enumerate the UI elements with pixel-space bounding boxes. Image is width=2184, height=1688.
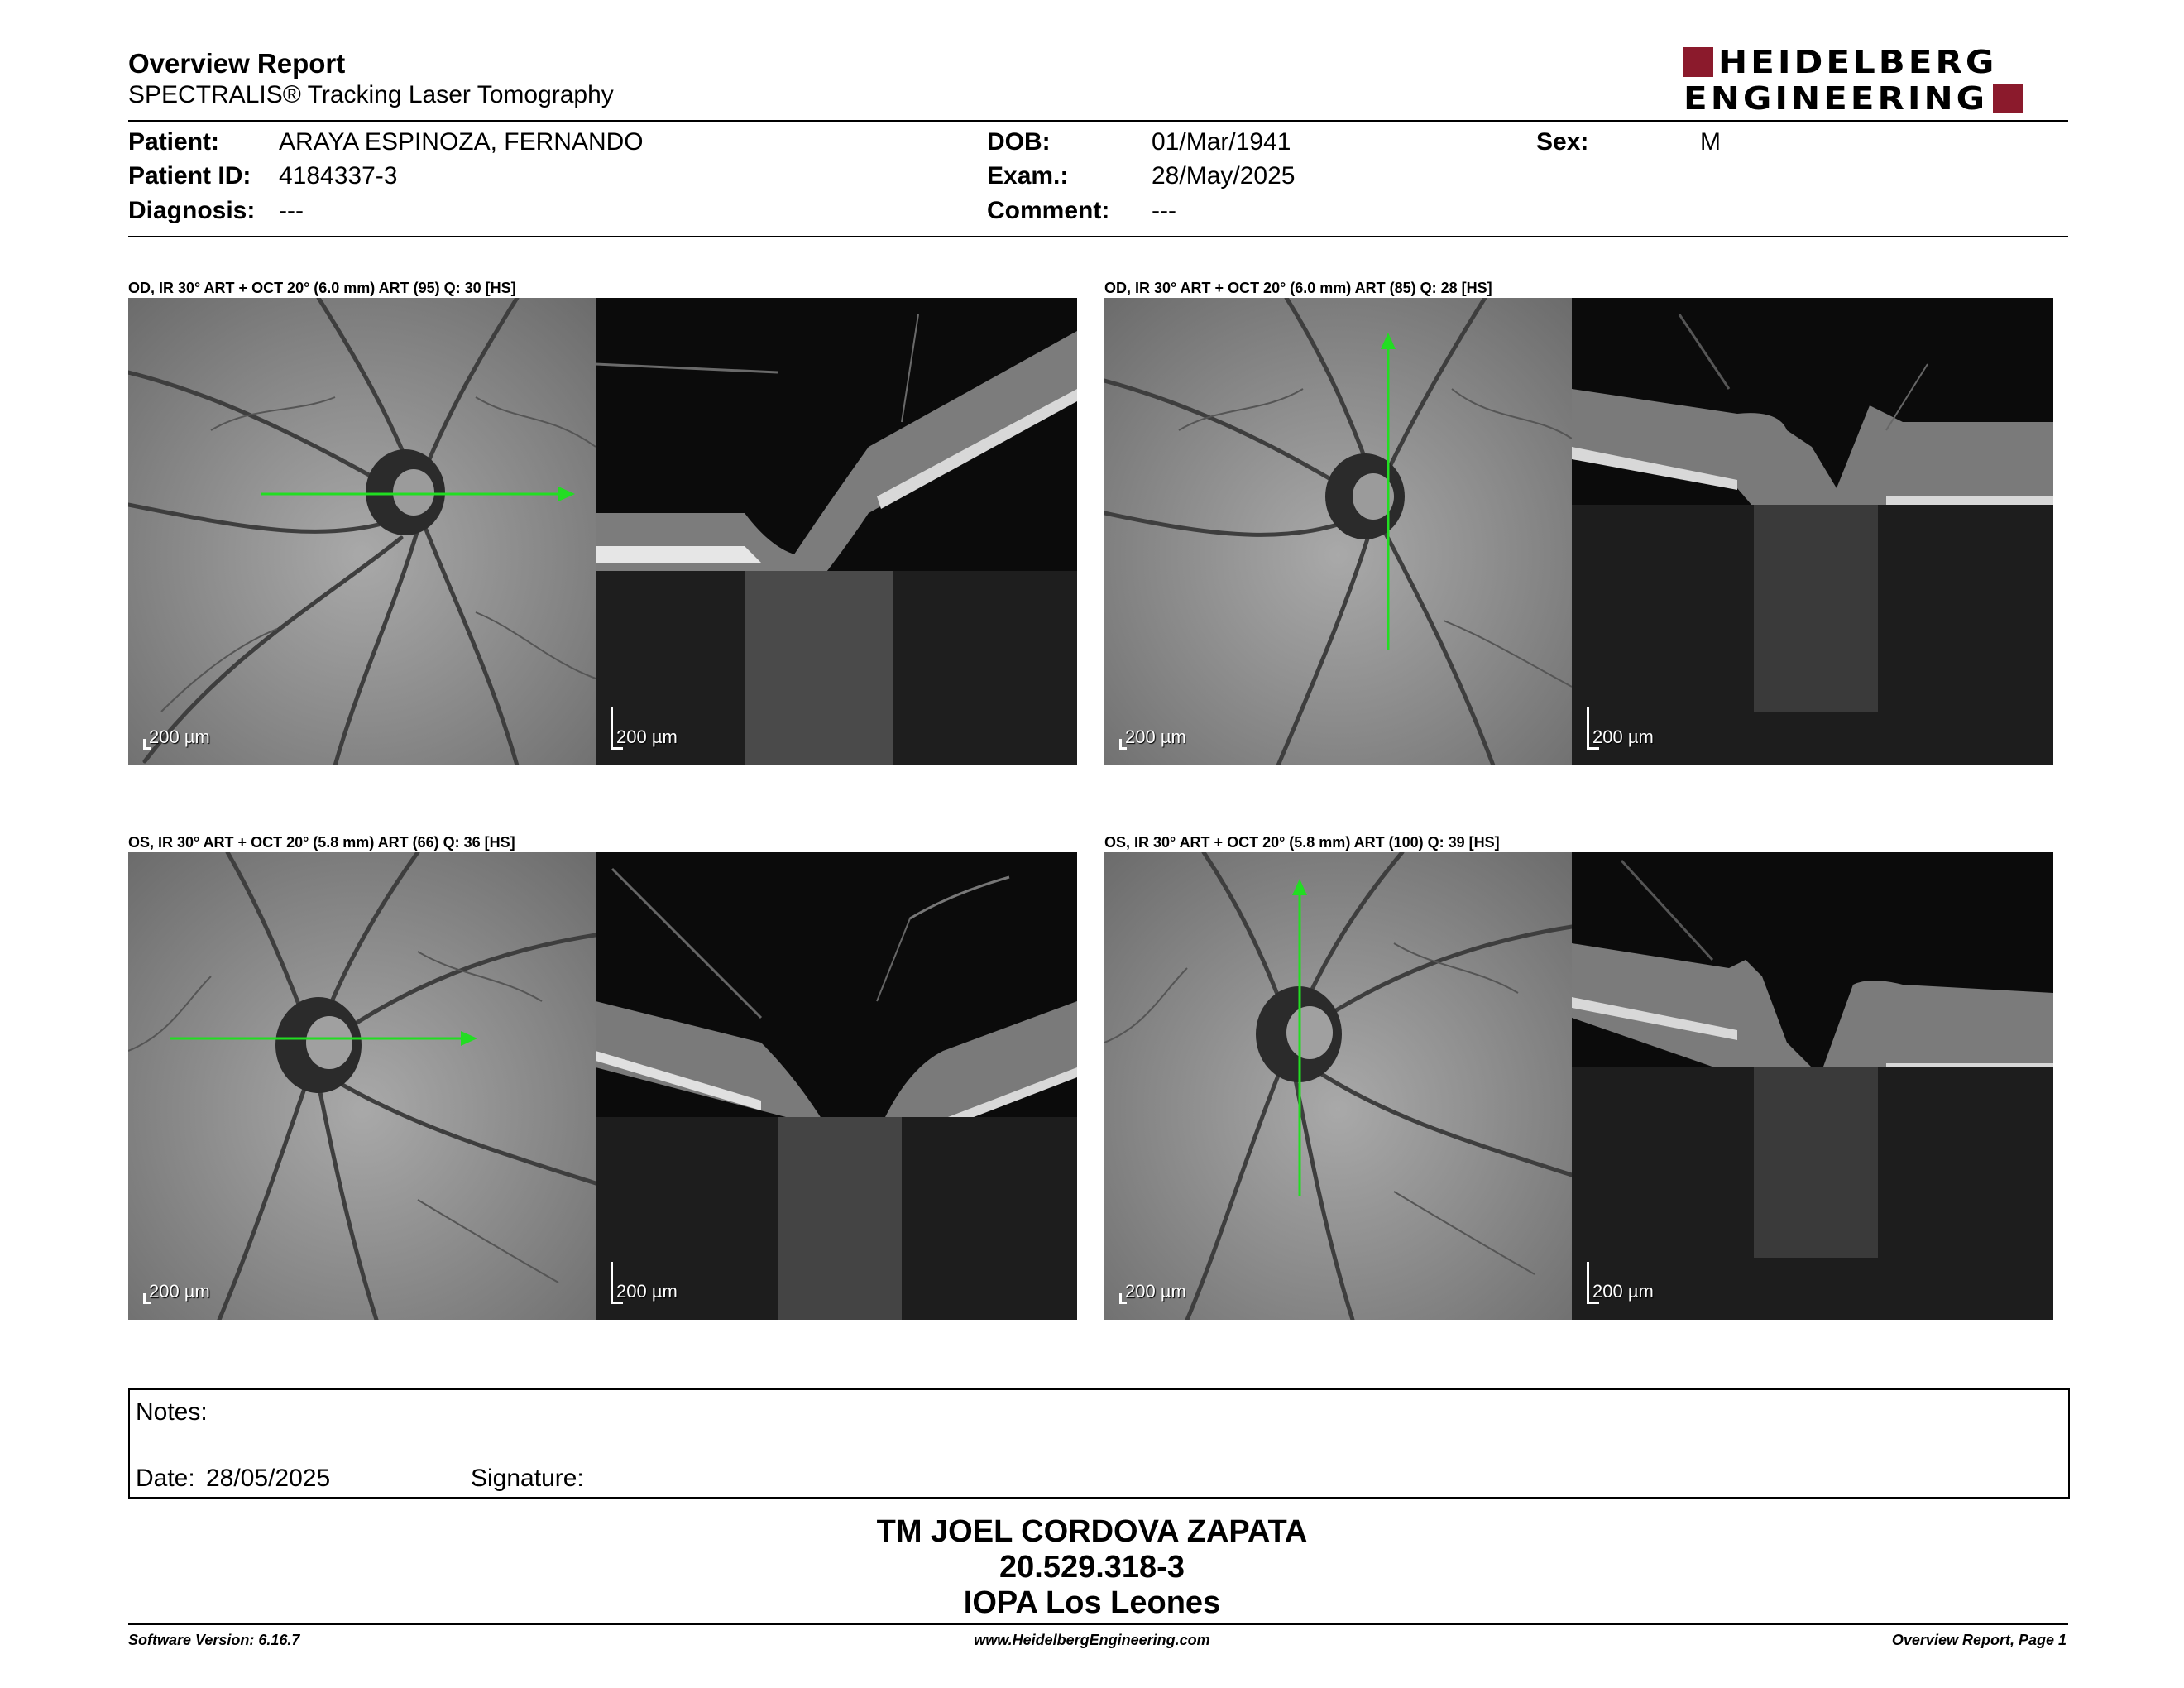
logo-square-bottom	[1993, 84, 2023, 113]
oct-bscan-image	[596, 298, 1077, 765]
date-value: 28/05/2025	[206, 1465, 331, 1492]
logo-square-top	[1684, 47, 1713, 77]
comment-value: ---	[1152, 197, 1176, 224]
patient-id: 4184337-3	[279, 162, 398, 189]
dob-value: 01/Mar/1941	[1152, 128, 1291, 156]
exam-value: 28/May/2025	[1152, 162, 1296, 189]
scan-label: OS, IR 30° ART + OCT 20° (5.8 mm) ART (100) Q: 39 [HS]	[1104, 834, 1500, 851]
scan-line-arrow	[1104, 298, 1572, 765]
diagnosis-label: Diagnosis:	[128, 197, 256, 224]
patient-name: ARAYA ESPINOZA, FERNANDO	[279, 128, 644, 156]
logo-line-1: HEIDELBERG	[1718, 43, 1998, 81]
report-subtitle: SPECTRALIS® Tracking Laser Tomography	[128, 81, 614, 108]
patient-label: Patient:	[128, 128, 220, 156]
software-version: Software Version: 6.16.7	[128, 1632, 300, 1648]
scan-line-arrow	[1104, 852, 1572, 1320]
comment-label: Comment:	[987, 197, 1110, 224]
diagnosis-value: ---	[279, 197, 304, 224]
logo-line-2: ENGINEERING	[1684, 79, 1989, 117]
oct-scale-label: 200 µm	[1592, 727, 1654, 747]
date-label: Date:	[136, 1465, 195, 1492]
oct-bscan-image	[596, 852, 1077, 1320]
slo-scale-label: 200 µm	[1125, 727, 1186, 747]
website-link[interactable]: www.HeidelbergEngineering.com	[974, 1632, 1210, 1648]
signer-name: TM JOEL CORDOVA ZAPATA	[876, 1514, 1308, 1549]
heidelberg-logo	[1684, 43, 2068, 117]
signature-label: Signature:	[471, 1465, 584, 1492]
oct-scale-label: 200 µm	[1592, 1281, 1654, 1302]
slo-scale-label: 200 µm	[1125, 1281, 1186, 1302]
oct-scale-label: 200 µm	[616, 727, 678, 747]
signer-id: 20.529.318-3	[999, 1550, 1185, 1585]
signer-institution: IOPA Los Leones	[963, 1585, 1221, 1620]
scan-label: OD, IR 30° ART + OCT 20° (6.0 mm) ART (85) Q: 28 [HS]	[1104, 280, 1492, 296]
scan-line-arrow	[128, 852, 596, 1320]
report-title: Overview Report	[128, 48, 346, 79]
notes-label: Notes:	[136, 1398, 208, 1426]
slo-scale-label: 200 µm	[149, 1281, 210, 1302]
oct-bscan-image	[1572, 852, 2053, 1320]
patient-divider	[128, 236, 2068, 237]
sex-label: Sex:	[1536, 128, 1589, 156]
oct-bscan-image	[1572, 298, 2053, 765]
header-divider	[128, 120, 2068, 122]
patient-id-label: Patient ID:	[128, 162, 251, 189]
scan-label: OD, IR 30° ART + OCT 20° (6.0 mm) ART (95) Q: 30 [HS]	[128, 280, 516, 296]
dob-label: DOB:	[987, 128, 1051, 156]
page-indicator: Overview Report, Page 1	[1891, 1632, 2067, 1648]
notes-box	[128, 1388, 2070, 1499]
oct-scale-label: 200 µm	[616, 1281, 678, 1302]
scan-label: OS, IR 30° ART + OCT 20° (5.8 mm) ART (66) Q: 36 [HS]	[128, 834, 515, 851]
slo-scale-label: 200 µm	[149, 727, 210, 747]
exam-label: Exam.:	[987, 162, 1069, 189]
scan-line-arrow	[128, 298, 596, 765]
sex-value: M	[1700, 128, 1721, 156]
footer-divider	[128, 1623, 2068, 1625]
